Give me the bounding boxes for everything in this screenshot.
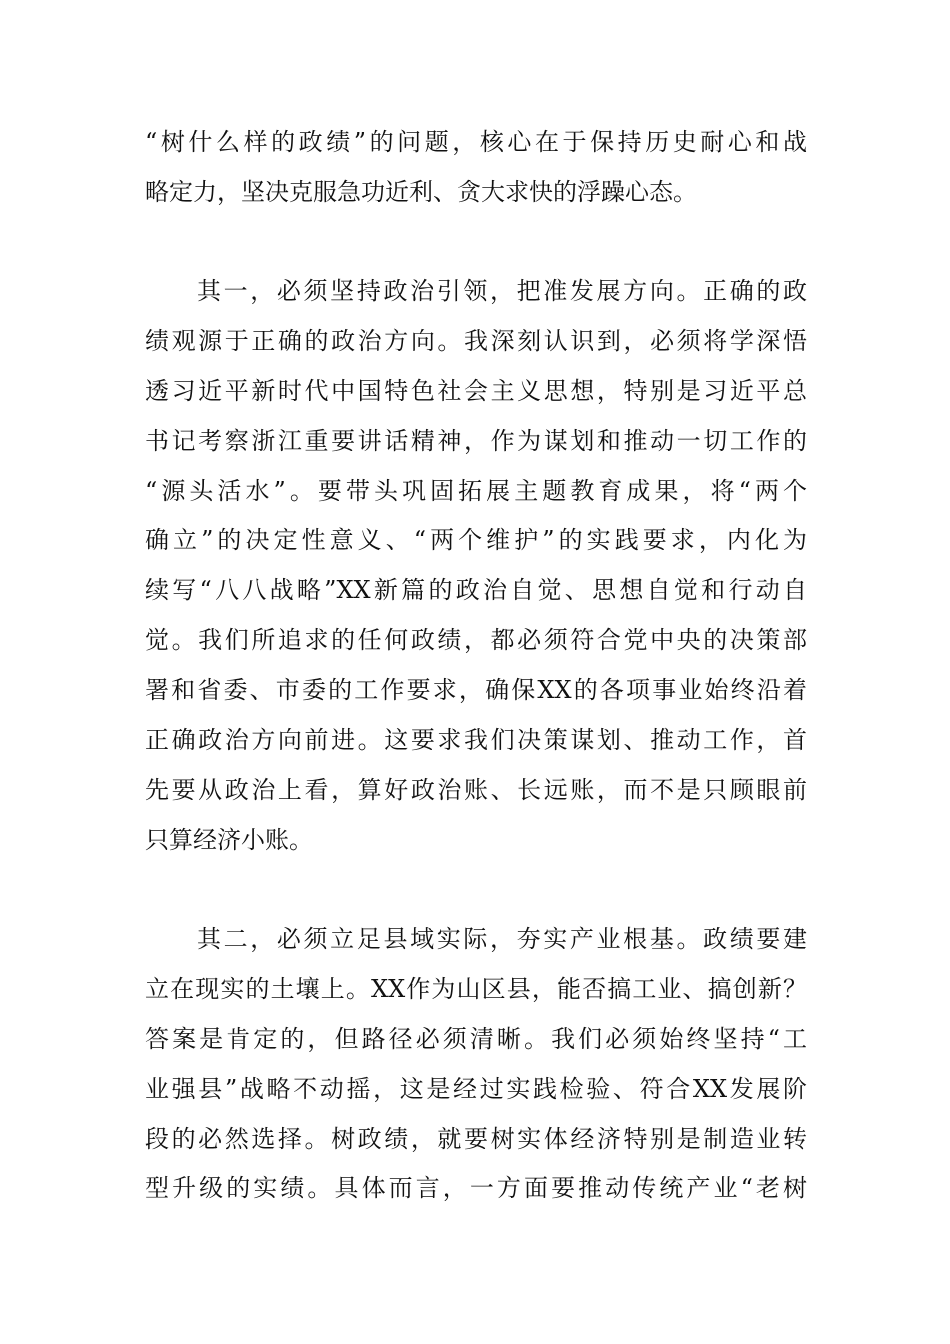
text-line: 答案是肯定的，但路径必须清晰。我们必须始终坚持“工 bbox=[145, 1024, 807, 1053]
text-line: “树什么样的政绩”的问题，核心在于保持历史耐心和战 bbox=[145, 128, 807, 156]
text-line: 绩观源于正确的政治方向。我深刻认识到，必须将学深悟 bbox=[145, 326, 807, 355]
text-line: 署和省委、市委的工作要求，确保XX的各项事业始终沿着 bbox=[145, 676, 807, 705]
text-line: 其一，必须坚持政治引领，把准发展方向。正确的政 bbox=[197, 277, 807, 305]
text-line: 略定力，坚决克服急功近利、贪大求快的浮躁心态。 bbox=[145, 177, 697, 206]
text-line: 确立”的决定性意义、“两个维护”的实践要求，内化为 bbox=[145, 526, 807, 555]
text-line: 段的必然选择。树政绩，就要树实体经济特别是制造业转 bbox=[145, 1124, 807, 1153]
text-line: 先要从政治上看，算好政治账、长远账，而不是只顾眼前 bbox=[145, 775, 807, 804]
text-line: 书记考察浙江重要讲话精神，作为谋划和推动一切工作的 bbox=[145, 426, 807, 455]
text-line: 立在现实的土壤上。XX作为山区县，能否搞工业、搞创新？ bbox=[145, 974, 807, 1003]
text-line: 续写“八八战略”XX新篇的政治自觉、思想自觉和行动自 bbox=[145, 576, 807, 605]
text-line: 透习近平新时代中国特色社会主义思想，特别是习近平总 bbox=[145, 376, 807, 405]
paragraph-point-two bbox=[145, 915, 807, 1214]
text-line: 业强县”战略不动摇，这是经过实践检验、符合XX发展阶 bbox=[145, 1074, 807, 1103]
text-line: 只算经济小账。 bbox=[145, 825, 313, 854]
paragraph-intro-continuation bbox=[145, 118, 807, 218]
text-line: 觉。我们所追求的任何政绩，都必须符合党中央的决策部 bbox=[145, 626, 807, 655]
paragraph-point-one bbox=[145, 267, 807, 866]
text-line: 正确政治方向前进。这要求我们决策谋划、推动工作，首 bbox=[145, 726, 807, 755]
text-line: 其二，必须立足县域实际，夯实产业根基。政绩要建 bbox=[197, 925, 807, 953]
text-line: “源头活水”。要带头巩固拓展主题教育成果，将“两个 bbox=[145, 476, 807, 505]
text-line: 型升级的实绩。具体而言，一方面要推动传统产业“老树 bbox=[145, 1174, 807, 1203]
